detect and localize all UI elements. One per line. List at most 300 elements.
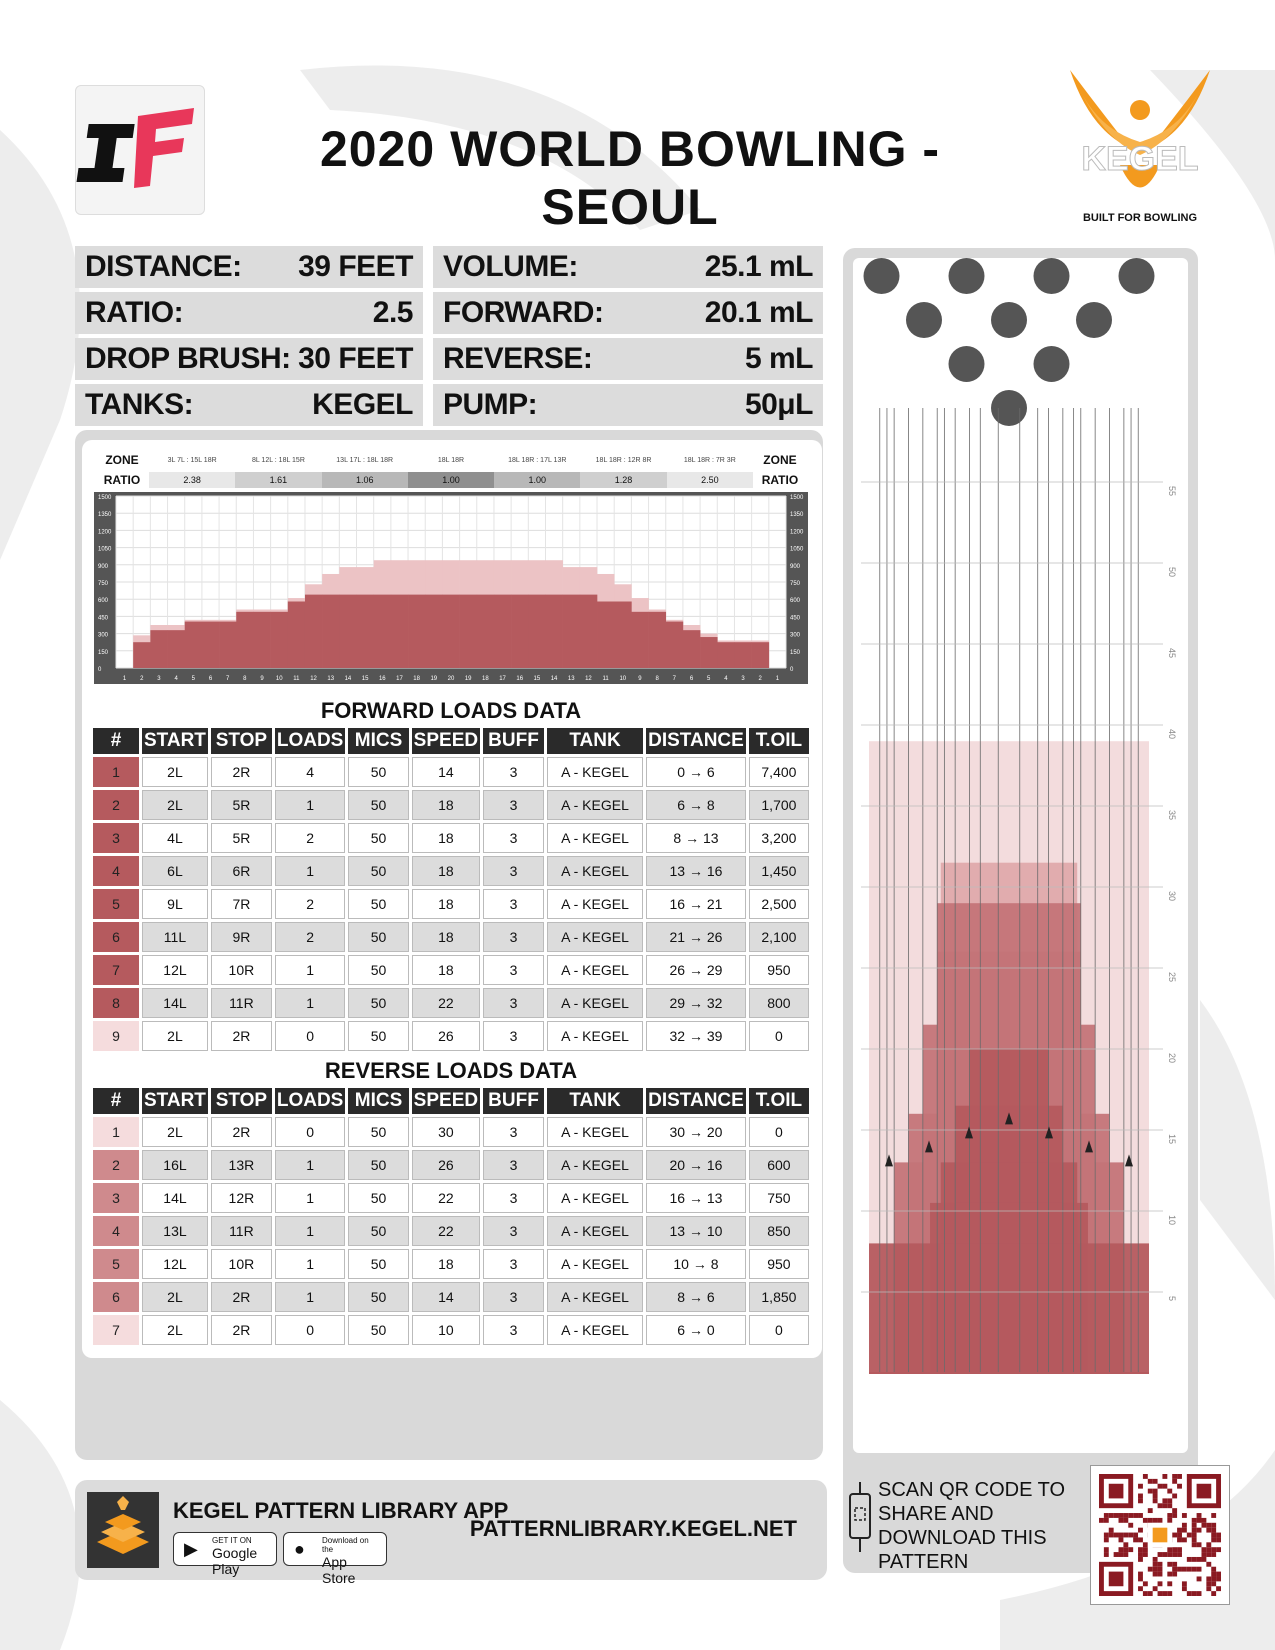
table-cell-dist: 16 → 21 [646,889,746,919]
qr-module [1143,1542,1148,1547]
table-cell-buff: 3 [483,988,544,1018]
qr-module [1211,1523,1216,1528]
qr-module [1153,1557,1158,1562]
qr-module [1143,1591,1148,1596]
qr-module [1162,1552,1167,1557]
table-cell-mics: 50 [348,1183,408,1213]
table-cell-speed: 18 [412,922,480,952]
table-cell-n: 3 [93,823,139,853]
ibf-logo [75,85,205,215]
table-cell-start: 13L [142,1216,208,1246]
reverse-header-row [93,1088,809,1114]
table-cell-dist: 10 → 8 [646,1249,746,1279]
qr-module [1177,1552,1182,1557]
ratio-value: 1.00 [408,472,494,488]
table-cell-toil: 1,850 [749,1282,809,1312]
qr-module [1148,1567,1153,1572]
qr-module [1172,1494,1177,1499]
table-cell-stop: 2R [211,1315,272,1345]
qr-module [1211,1533,1216,1538]
table-cell-buff: 3 [483,955,544,985]
table-cell-mics: 50 [348,1315,408,1345]
table-cell-tank: A - KEGEL [547,757,643,787]
table-cell-stop: 11R [211,988,272,1018]
x-tick-label: 17 [499,676,506,682]
table-cell-speed: 18 [412,955,480,985]
oil-bar [339,595,356,668]
table-cell-buff: 3 [483,1150,544,1180]
qr-module [1119,1537,1124,1542]
y-tick-label-right: 300 [790,632,801,639]
table-cell-buff: 3 [483,1249,544,1279]
lane-svg [853,258,1188,1453]
y-tick-label-right: 750 [790,581,801,587]
forward-header-row [93,728,809,754]
qr-module [1177,1567,1182,1572]
qr-module [1143,1474,1148,1479]
qr-module [1104,1518,1109,1523]
forward-col-header: STOP [211,728,272,754]
table-cell-n: 2 [93,790,139,820]
qr-module [1138,1513,1143,1518]
x-tick-label: 19 [464,676,472,682]
table-cell-toil: 0 [749,1021,809,1051]
table-cell-tank: A - KEGEL [547,955,643,985]
table-cell-dist: 8 → 6 [646,1282,746,1312]
y-tick-label: 750 [98,581,109,587]
table-cell-tank: A - KEGEL [547,1315,643,1345]
qr-module [1148,1479,1153,1484]
table-cell-start: 2L [142,757,208,787]
qr-module [1206,1528,1211,1533]
table-cell-buff: 3 [483,1315,544,1345]
table-cell-buff: 3 [483,1117,544,1147]
qr-module [1192,1523,1197,1528]
reverse-loads-table [90,1085,812,1348]
table-cell-dist: 13 → 10 [646,1216,746,1246]
reverse-col-header: TANK [547,1088,643,1114]
qr-module [1206,1552,1211,1557]
table-cell-toil: 950 [749,1249,809,1279]
qr-module [1158,1591,1163,1596]
qr-module [1109,1533,1114,1538]
ibf-logo-icon [76,86,206,216]
x-tick-label: 1 [122,676,127,682]
pin-icon [906,302,942,338]
ratio-value: 1.00 [494,472,580,488]
oil-bar [494,595,511,668]
table-cell-speed: 30 [412,1117,480,1147]
y-tick-label-right: 450 [790,615,801,622]
x-tick-label: 9 [260,676,264,682]
qr-module [1167,1513,1172,1518]
qr-module [1153,1498,1158,1503]
x-tick-label: 11 [602,676,609,682]
qr-instructions: SCAN QR CODE TO SHARE AND DOWNLOAD THIS PATTERN [878,1479,1066,1573]
table-cell-tank: A - KEGEL [547,1282,643,1312]
table-cell-loads: 1 [275,1150,346,1180]
x-tick-label: 7 [225,676,230,682]
qr-module [1211,1576,1216,1581]
kegel-tagline: BUILT FOR BOWLING [1082,212,1198,224]
forward-col-header: BUFF [483,728,544,754]
oil-bar [322,595,339,668]
qr-module [1192,1591,1197,1596]
reverse-col-header: MICS [348,1088,408,1114]
x-tick-label: 2 [140,676,144,682]
qr-module [1162,1474,1167,1479]
x-tick-label: 9 [638,676,642,682]
ratio-value: 1.06 [322,472,408,488]
table-cell-buff: 3 [483,823,544,853]
qr-module [1197,1513,1202,1518]
distance-label: 45 [1167,648,1177,659]
qr-module [1192,1542,1197,1547]
table-cell-mics: 50 [348,823,408,853]
x-tick-label: 12 [310,676,317,682]
y-tick-label: 1050 [98,546,112,553]
ratio-row [95,470,807,490]
forward-col-header: # [93,728,139,754]
x-tick-label: 7 [672,676,677,682]
table-cell-speed: 14 [412,757,480,787]
pin-icon [949,346,985,382]
phoenix-icon [1060,70,1220,210]
qr-module [1119,1533,1124,1538]
table-cell-speed: 26 [412,1150,480,1180]
oil-bar [563,595,580,668]
oil-bar [305,595,322,668]
table-cell-tank: A - KEGEL [547,790,643,820]
table-cell-start: 14L [142,988,208,1018]
qr-module [1187,1533,1192,1538]
table-cell-stop: 2R [211,1282,272,1312]
table-cell-loads: 1 [275,988,346,1018]
table-cell-start: 12L [142,1249,208,1279]
oil-bar [391,595,408,668]
y-tick-label: 1350 [98,512,112,519]
reverse-loads-title: REVERSE LOADS DATA [324,1058,578,1083]
qr-module [1158,1567,1163,1572]
table-row [93,1183,809,1213]
qr-module [1206,1581,1211,1586]
table-row [93,856,809,886]
qr-module [1206,1576,1211,1581]
table-cell-loads: 1 [275,856,346,886]
table-cell-dist: 6 → 0 [646,1315,746,1345]
qr-module [1172,1533,1177,1538]
table-cell-buff: 3 [483,856,544,886]
x-tick-label: 14 [550,676,558,682]
distance-label: 5 [1167,1296,1177,1302]
table-cell-stop: 10R [211,955,272,985]
table-cell-tank: A - KEGEL [547,823,643,853]
table-cell-start: 2L [142,1315,208,1345]
distance-label: 40 [1167,729,1177,740]
stat-forward: FORWARD: 20.1 mL [433,292,823,334]
qr-module [1177,1484,1182,1489]
table-cell-buff: 3 [483,1183,544,1213]
qr-module [1206,1586,1211,1591]
qr-module [1197,1557,1202,1562]
qr-module [1148,1489,1153,1494]
qr-module [1172,1513,1177,1518]
qr-module [1172,1562,1177,1567]
table-cell-n: 5 [93,1249,139,1279]
qr-module [1153,1494,1158,1499]
y-tick-label-right: 0 [790,667,794,673]
qr-module [1104,1513,1109,1518]
y-tick-label-right: 1200 [790,529,804,536]
qr-module [1211,1552,1216,1557]
qr-module [1138,1537,1143,1542]
zone-name: 18L 18R [437,456,465,464]
table-cell-buff: 3 [483,790,544,820]
qr-module [1197,1542,1202,1547]
qr-module [1167,1552,1172,1557]
stat-volume: VOLUME: 25.1 mL [433,246,823,288]
table-cell-mics: 50 [348,757,408,787]
qr-module [1182,1586,1187,1591]
qr-module [1192,1518,1197,1523]
table-cell-mics: 50 [348,1021,408,1051]
oil-bar [185,622,202,668]
table-cell-mics: 50 [348,1150,408,1180]
x-tick-label: 16 [516,676,524,682]
table-cell-dist: 6 → 8 [646,790,746,820]
qr-module [1216,1572,1221,1577]
y-tick-label: 1200 [98,529,112,536]
qr-module [1211,1591,1216,1596]
x-tick-label: 5 [707,676,711,682]
table-row [93,790,809,820]
table-cell-n: 6 [93,1282,139,1312]
pattern-library-url[interactable]: PATTERNLIBRARY.KEGEL.NET [469,1516,797,1541]
qr-module [1201,1523,1206,1528]
table-cell-stop: 5R [211,790,272,820]
zone-name: 18L 18R : 7R 3R [683,456,736,464]
ratio-value: 2.38 [149,472,235,488]
table-cell-dist: 32 → 39 [646,1021,746,1051]
oil-bar [150,630,167,668]
qr-module [1187,1591,1192,1596]
qr-module [1172,1572,1177,1577]
zone-name: 3L 7L : 15L 18R [167,456,217,464]
oil-bar [580,595,597,668]
x-tick-label: 6 [208,676,213,682]
oil-bar [666,622,683,668]
table-cell-buff: 3 [483,1021,544,1051]
zone-name: 18L 18R : 17L 13R [508,456,567,464]
oil-bar [288,601,305,668]
table-cell-n: 3 [93,1183,139,1213]
table-cell-n: 4 [93,856,139,886]
table-row [93,922,809,952]
qr-module [1167,1547,1172,1552]
zone-row [95,450,807,470]
qr-module [1138,1586,1143,1591]
x-tick-label: 12 [585,676,592,682]
qr-module [1192,1533,1197,1538]
oil-bar [717,642,734,668]
oil-bar [133,642,150,668]
table-cell-start: 11L [142,922,208,952]
table-cell-dist: 21 → 26 [646,922,746,952]
ratio-label-left: RATIO [103,473,141,487]
x-tick-label: 8 [655,676,659,682]
ratio-label-right: RATIO [761,473,799,487]
qr-module [1123,1542,1128,1547]
oil-bar [511,595,528,668]
qr-module [1133,1533,1138,1538]
qr-module [1192,1557,1197,1562]
app-footer [75,1480,827,1586]
zone-label-right: ZONE [763,453,797,467]
qr-module [1192,1528,1197,1533]
table-cell-n: 4 [93,1216,139,1246]
qr-module [1206,1547,1211,1552]
qr-module [1167,1562,1172,1567]
table-row [93,1315,809,1345]
stat-reverse: REVERSE: 5 mL [433,338,823,380]
x-tick-label: 18 [482,676,489,682]
table-cell-toil: 0 [749,1117,809,1147]
qr-module [1119,1513,1124,1518]
table-cell-toil: 750 [749,1183,809,1213]
qr-module [1206,1542,1211,1547]
x-tick-label: 4 [174,676,178,682]
qr-module [1123,1518,1128,1523]
x-tick-label: 6 [689,676,694,682]
table-cell-tank: A - KEGEL [547,1021,643,1051]
qr-module [1153,1567,1158,1572]
x-tick-label: 14 [344,676,352,682]
table-cell-loads: 0 [275,1021,346,1051]
qr-module [1167,1572,1172,1577]
qr-module [1211,1528,1216,1533]
oil-bar [683,630,700,668]
zone-table [95,450,807,490]
app-store-button[interactable]: ● Download on the App Store [283,1532,387,1566]
oil-bar [631,612,648,668]
qr-module [1201,1552,1206,1557]
qr-module [1153,1489,1158,1494]
reverse-col-header: T.OIL [749,1088,809,1114]
qr-module [1197,1528,1202,1533]
qr-module [1211,1547,1216,1552]
qr-module [1138,1547,1143,1552]
reverse-col-header: SPEED [412,1088,480,1114]
qr-module [1211,1572,1216,1577]
distance-label: 50 [1167,567,1177,578]
distance-label: 35 [1167,810,1177,821]
oil-bar [597,601,614,668]
table-cell-start: 14L [142,1183,208,1213]
oil-bar [253,612,270,668]
oil-bar [425,595,442,668]
ratio-value: 1.61 [235,472,321,488]
table-cell-mics: 50 [348,922,408,952]
table-cell-stop: 2R [211,1021,272,1051]
table-cell-start: 9L [142,889,208,919]
qr-module [1192,1537,1197,1542]
pin-icon [1119,258,1155,294]
reverse-col-header: LOADS [275,1088,346,1114]
table-cell-mics: 50 [348,1117,408,1147]
table-cell-loads: 4 [275,757,346,787]
table-cell-tank: A - KEGEL [547,1249,643,1279]
qr-module [1201,1518,1206,1523]
qr-module [1172,1474,1177,1479]
qr-module [1138,1552,1143,1557]
qr-module [1123,1552,1128,1557]
pin-icon [991,302,1027,338]
table-cell-loads: 0 [275,1117,346,1147]
table-cell-loads: 2 [275,889,346,919]
qr-module [1158,1518,1163,1523]
oil-bar [374,595,391,668]
qr-module [1158,1562,1163,1567]
qr-code[interactable] [1090,1465,1230,1605]
table-cell-loads: 2 [275,922,346,952]
table-cell-tank: A - KEGEL [547,988,643,1018]
table-cell-tank: A - KEGEL [547,1117,643,1147]
table-cell-n: 7 [93,1315,139,1345]
table-row [93,823,809,853]
table-cell-buff: 3 [483,757,544,787]
forward-loads-table [90,725,812,1054]
qr-module [1201,1557,1206,1562]
table-cell-speed: 18 [412,1249,480,1279]
x-tick-label: 10 [275,676,283,682]
table-cell-mics: 50 [348,1216,408,1246]
qr-module [1211,1581,1216,1586]
table-cell-dist: 13 → 16 [646,856,746,886]
reverse-col-header: STOP [211,1088,272,1114]
qr-module [1133,1513,1138,1518]
table-cell-n: 7 [93,955,139,985]
table-cell-stop: 6R [211,856,272,886]
y-tick-label: 450 [98,615,109,622]
table-cell-speed: 22 [412,1216,480,1246]
qr-module [1172,1508,1177,1513]
apple-icon: ● [294,1539,305,1559]
google-play-button[interactable]: ▶ GET IT ON Google Play [173,1532,277,1566]
qr-module [1182,1581,1187,1586]
oil-graph [94,492,808,684]
kegel-logo [1060,70,1220,230]
x-tick-label: 1 [775,676,780,682]
table-cell-toil: 850 [749,1216,809,1246]
forward-loads-title: FORWARD LOADS DATA [320,698,582,723]
ratio-value: 2.50 [667,472,753,488]
qr-module [1192,1567,1197,1572]
qr-module [1153,1518,1158,1523]
stat-distance: DISTANCE: 39 FEET [75,246,423,288]
table-cell-mics: 50 [348,988,408,1018]
oil-bar [408,595,425,668]
qr-module [1138,1484,1143,1489]
table-cell-toil: 1,450 [749,856,809,886]
forward-col-header: DISTANCE [646,728,746,754]
qr-module [1119,1552,1124,1557]
qr-finder-core [1197,1484,1212,1499]
pin-icon [864,258,900,294]
table-cell-toil: 0 [749,1315,809,1345]
qr-module [1148,1508,1153,1513]
qr-module [1138,1576,1143,1581]
table-cell-toil: 1,700 [749,790,809,820]
